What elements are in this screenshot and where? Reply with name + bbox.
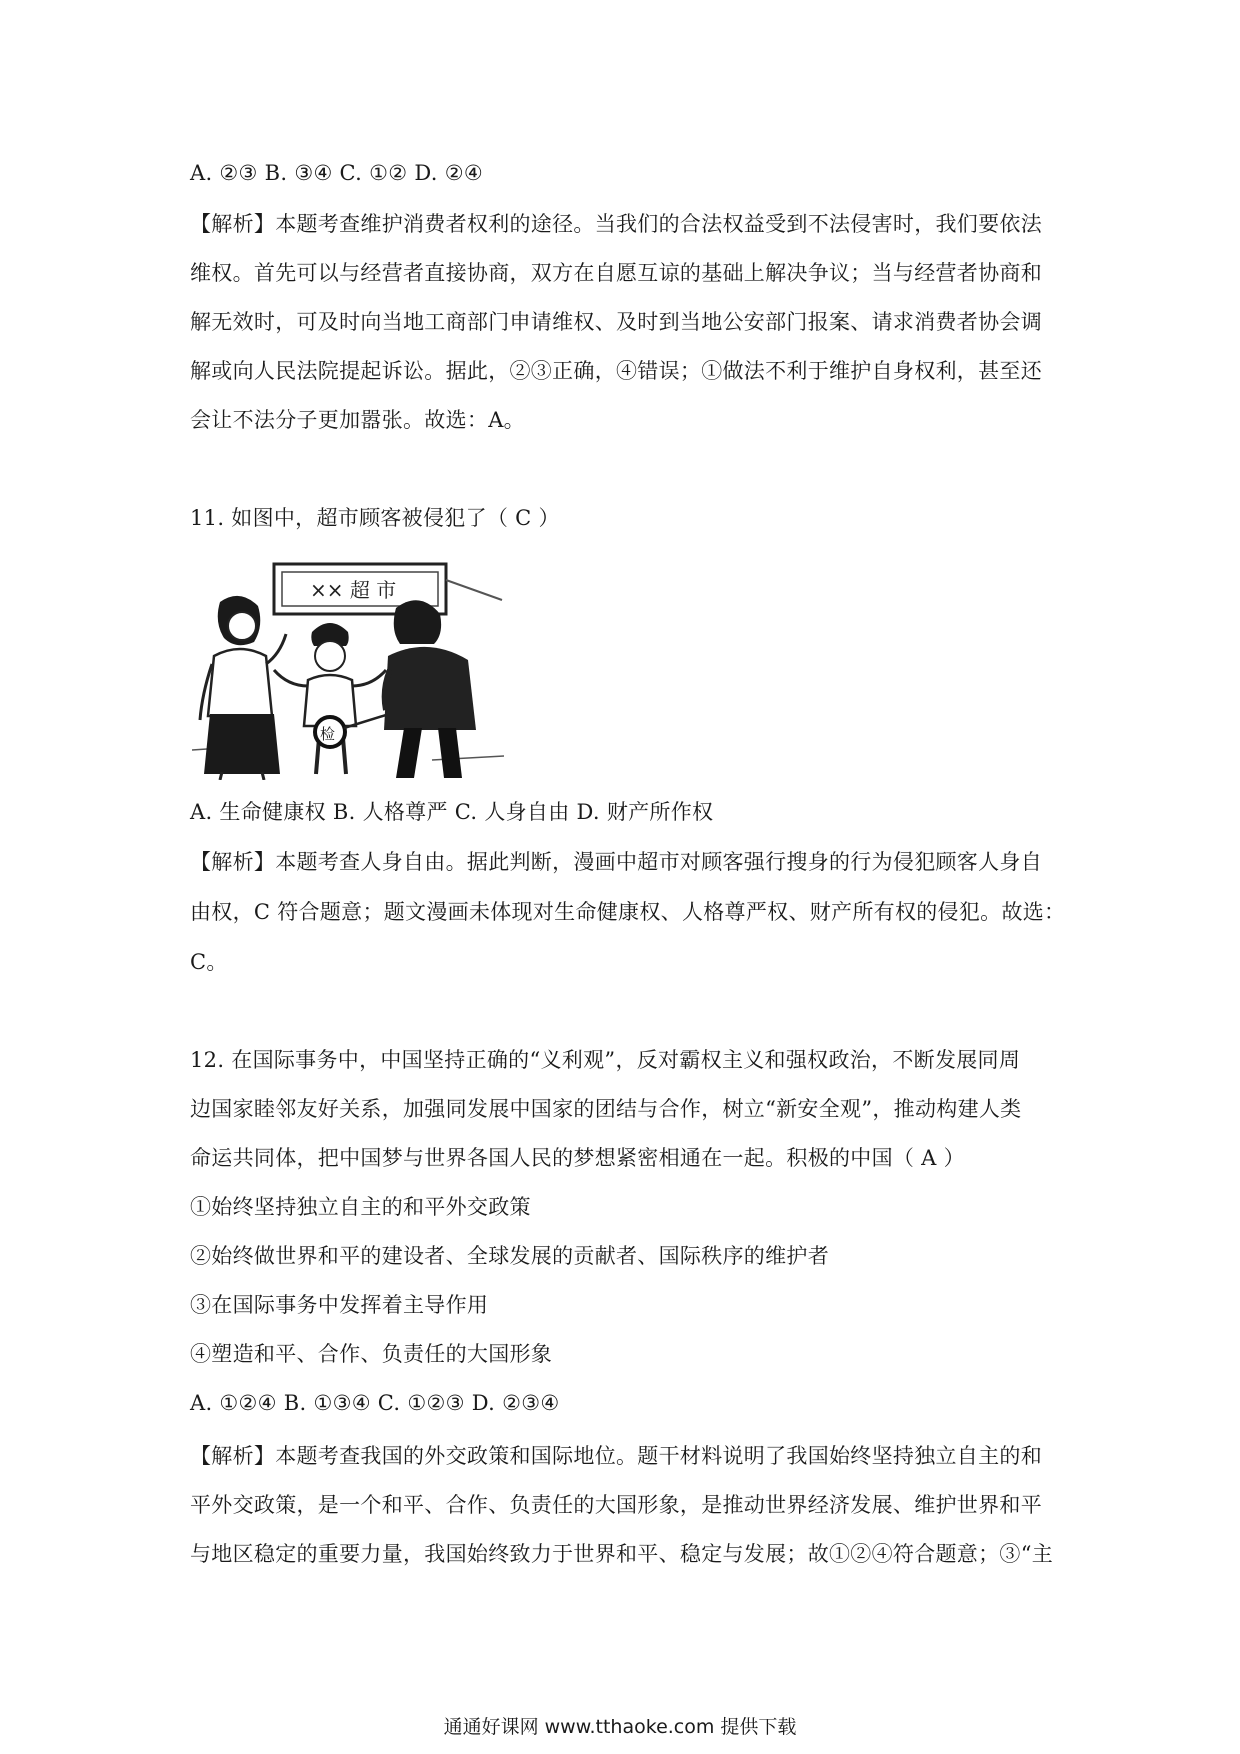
- q12-analysis-line: 平外交政策，是一个和平、合作、负责任的大国形象，是推动世界经济发展、维护世界和平: [190, 1493, 1042, 1517]
- q12-statement: ③在国际事务中发挥着主导作用: [190, 1293, 489, 1317]
- q12-statement: ④塑造和平、合作、负责任的大国形象: [190, 1342, 553, 1366]
- sign-text: ×× 超 市: [310, 578, 397, 602]
- q12-analysis-line: 【解析】本题考查我国的外交政策和国际地位。题干材料说明了我国始终坚持独立自主的和: [190, 1444, 1042, 1468]
- supermarket-cartoon-image: [192, 560, 504, 780]
- detector-badge-text: 检: [320, 725, 336, 743]
- q12-analysis-line: 与地区稳定的重要力量，我国始终致力于世界和平、稳定与发展；故①②④符合题意；③“主: [190, 1542, 1054, 1566]
- q12-question-line: 边国家睦邻友好关系，加强同发展中国家的团结与合作，树立“新安全观”，推动构建人类: [190, 1097, 1022, 1121]
- q12-options: A. ①②④ B. ①③④ C. ①②③ D. ②③④: [190, 1391, 560, 1415]
- q10-analysis-line: 【解析】本题考查维护消费者权利的途径。当我们的合法权益受到不法侵害时，我们要依法: [190, 212, 1042, 236]
- q11-analysis-line: 由权，C 符合题意；题文漫画未体现对生命健康权、人格尊严权、财产所有权的侵犯。故选：: [190, 900, 1066, 924]
- q11-options: A. 生命健康权 B. 人格尊严 C. 人身自由 D. 财产所作权: [190, 800, 714, 824]
- q12-question-line: 命运共同体，把中国梦与世界各国人民的梦想紧密相通在一起。积极的中国（ A ）: [190, 1146, 965, 1170]
- q12-question-line: 12. 在国际事务中，中国坚持正确的“义利观”，反对霸权主义和强权政治，不断发展同周: [190, 1048, 1021, 1072]
- q10-analysis-line: 解无效时，可及时向当地工商部门申请维权、及时到当地公安部门报案、请求消费者协会调: [190, 310, 1042, 334]
- q10-analysis-line: 会让不法分子更加嚣张。故选：A。: [190, 408, 525, 432]
- q11-question: 11. 如图中，超市顾客被侵犯了（ C ）: [190, 506, 560, 530]
- q11-analysis-line: 【解析】本题考查人身自由。据此判断，漫画中超市对顾客强行搜身的行为侵犯顾客人身自: [190, 850, 1042, 874]
- q12-statement: ①始终坚持独立自主的和平外交政策: [190, 1195, 531, 1219]
- q11-analysis-line: C。: [190, 950, 228, 974]
- q10-options: A. ②③ B. ③④ C. ①② D. ②④: [190, 161, 483, 185]
- q10-analysis-line: 维权。首先可以与经营者直接协商，双方在自愿互谅的基础上解决争议；当与经营者协商和: [190, 261, 1042, 285]
- q10-analysis-line: 解或向人民法院提起诉讼。据此，②③正确，④错误；①做法不利于维护自身权利，甚至还: [190, 359, 1042, 383]
- q12-statement: ②始终做世界和平的建设者、全球发展的贡献者、国际秩序的维护者: [190, 1244, 829, 1268]
- page-footer: 通通好课网 www.tthaoke.com 提供下载: [443, 1716, 797, 1738]
